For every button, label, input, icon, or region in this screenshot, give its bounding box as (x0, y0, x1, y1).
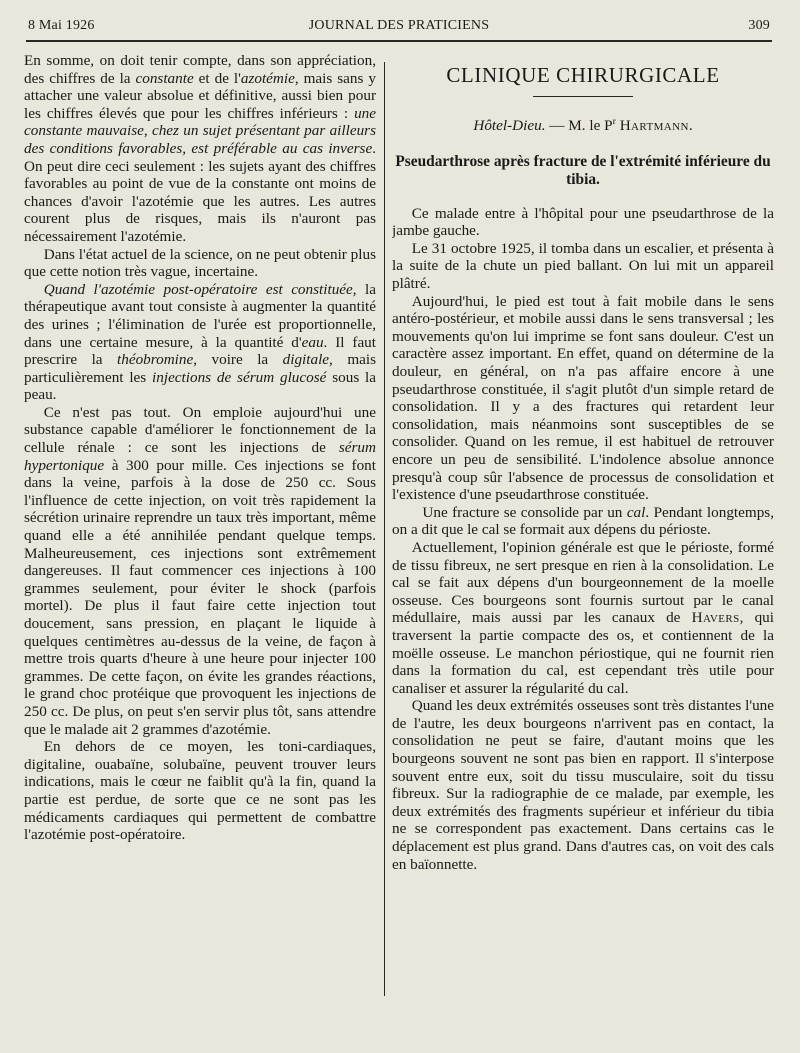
text-run: — M. le P (545, 117, 613, 135)
text-run: azotémie (240, 69, 295, 87)
text-run: Hartmann (619, 117, 689, 135)
text-run: eau (301, 333, 324, 351)
text-run: Quand les deux extrémités osseuses sont très distantes l'une de l'autre, les deux bourgeons n'arrivent pas en contact, la consolidation ne peut se faire, d'autant moins que les bourgeons souvent ne sont pas bien en rapport. Il s'interpose souvent entre eux, soit du tissu musculaire, soit du tissu fibreux. Sur la radiographie de ce malade, par exemple, les deux extrémités des fragments supérieur et inférieur du tibia ne se correspondent pas exactement. Dans certains cas le déplacement est plus grand. Dans d'autres cas, on voit des cals en baïonnette. (392, 697, 774, 873)
right-column (392, 52, 774, 983)
header-rule (26, 40, 772, 42)
text-run: Aujourd'hui, le pied est tout à fait mobile dans le sens antéro-postérieur, et mobile aussi dans le sens transversal ; les mouvements qu'on lui imprime se font sans douleur. C'est un caractère assez important. En effet, quand on détermine de la douleur, en général, on n'a pas affaire encore à une pseudarthrose constituée, il s'agit plutôt d'un simple retard de consolidation. Il y a des fractures qui retardent leur consolidation, mais néanmoins sont susceptibles de se consolider. Quand on les remue, il est habituel de retrouver encore un peu de sensibilité. L'indolence absolue annonce presqu'à coup sûr l'absence de processus de consolidation et l'existence d'une pseudarthrose constituée. (392, 292, 774, 504)
text-run: sous la peau. (24, 368, 376, 404)
text-run: à 300 pour mille. Ces injections se font dans la veine, parfois à la dose de 250 cc. Sous l'influence de cette injection, on voit très rapidement la sécrétion urinaire reprendre un taux très important, même quand elle a été annihilée pendant quelque temps. Malheureusement, ces injections sont extrêmement dangereuses. Il faut commencer ces injections à 100 grammes seulement, pour éviter le shock (parfois mortel). De plus il faut faire cette injection tout doucement, sans pression, en plaçant le liquide à quelques centimètres au-dessus de la veine, de façon à mettre trois quarts d'heure à une heure pour injecter 100 grammes. De cette façon, on évite les grandes réactions, le grand choc protéique que provoquent les injections de 250 cc. De plus, on peut s'en servir plus tôt, sans attendre que le malade ait 2 grammes d'azotémie. (24, 456, 376, 738)
paragraph (24, 246, 376, 281)
paragraph (392, 504, 774, 539)
paragraph (24, 404, 376, 738)
text-run: sérum hypertonique (24, 439, 376, 474)
text-run: cal (626, 503, 646, 521)
text-run: Hôtel-Dieu. (473, 117, 546, 135)
text-run: , mais particulièrement les (24, 351, 376, 386)
paragraph (24, 738, 376, 844)
text-run: injections de sérum glucosé (152, 368, 327, 386)
text-run: , voire la (193, 351, 283, 369)
text-run: une constante mauvaise, chez un sujet présentant par ailleurs des conditions favorables, est préférable au cas inverse (24, 104, 376, 157)
paragraph (392, 205, 774, 240)
column-divider (384, 62, 385, 996)
case-title: Pseudarthrose après fracture de l'extrémité inférieure du tibia. (395, 152, 771, 188)
text-run: Ce malade entre à l'hôpital pour une pseudarthrose de la jambe gauche. (392, 204, 774, 240)
text-run: Actuellement, l'opinion générale est que le périoste, formé de tissu fibreux, ne sert presque en rien à la consolidation. Le cal se fait aux dépens d'un bourgeonnement de la moelle osseuse. Ces bourgeons sont fournis surtout par le canal médullaire, mais aussi par les canaux de (392, 538, 774, 627)
text-run: théobromine (117, 351, 194, 369)
text-run: En dehors de ce moyen, les toni-cardiaques, digitaline, ouabaïne, solubaïne, peuvent trouver leurs indications, mais le cœur ne faiblit qu'à la fin, quand la partie est perdue, de sorte que ce ne sont pas les médicaments cardiaques qui permettent de combattre l'azotémie post-opératoire. (24, 738, 376, 844)
journal-title: JOURNAL DES PRATICIENS (308, 18, 490, 33)
text-run: , qui traversent la partie compacte des os, et contiennent de la moëlle osseuse. Le manchon périostique, qui ne fournit rien dans la formation du cal, est cependant très utile pour canaliser et assurer la régularité du cal. (392, 609, 774, 697)
text-run: Le 31 octobre 1925, il tomba dans un escalier, et présenta à la suite de la chute un pied ballant. On lui mit un appareil plâtré. (392, 239, 774, 293)
section-title: CLINIQUE CHIRURGICALE (446, 63, 720, 87)
text-run: , la thérapeutique avant tout consiste à augmenter la quantité des urines ; l'élimination de l'urée est proportionnelle, dans une certaine mesure, à la quantité d' (24, 280, 376, 351)
text-run: digitale (282, 351, 330, 369)
text-run: r (612, 116, 616, 127)
paragraph (392, 293, 774, 504)
text-run: Havers (691, 609, 740, 627)
text-run: Une fracture se consolide par un (422, 503, 627, 521)
paragraph (24, 52, 376, 246)
text-run: . Il faut prescrire la (24, 333, 376, 369)
paragraph (392, 240, 774, 293)
text-run: . Pendant longtemps, on a dit que le cal se formait aux dépens du périoste. (392, 503, 774, 539)
issue-date: 8 Mai 1926 (28, 18, 95, 33)
text-run: En somme, on doit tenir compte, dans son appréciation, des chiffres de la (24, 52, 376, 87)
title-rule (533, 96, 633, 97)
text-run: et de l' (193, 69, 241, 87)
page-number: 309 (748, 18, 770, 33)
left-column (24, 52, 376, 983)
byline (392, 113, 774, 135)
running-head (28, 18, 770, 36)
text-run: Dans l'état actuel de la science, on ne peut obtenir plus que cette notion très vague, incertaine. (24, 245, 376, 281)
paragraph (392, 697, 774, 873)
text-run: , mais sans y attacher une valeur absolue et définitive, aussi bien pour les chiffres élevés que pour les chiffres inférieurs : (24, 69, 376, 122)
text-run: Quand l'azotémie post-opératoire est constituée (43, 280, 353, 298)
paragraph (24, 281, 376, 404)
paragraph (392, 539, 774, 697)
text-run: . (688, 117, 693, 135)
text-run: . On peut dire ceci seulement : les sujets ayant des chiffres favorables au point de vue de la constante ont moins de chances d'avoir l'azotémie que les autres. Les autres courent plus de risques, mais ils n'auront pas nécessairement l'azotémie. (24, 139, 376, 245)
text-run: Ce n'est pas tout. On emploie aujourd'hui une substance capable d'améliorer le fonctionnement de la cellule rénale : ce sont les injections de (24, 403, 376, 457)
text-run: constante (135, 69, 194, 87)
